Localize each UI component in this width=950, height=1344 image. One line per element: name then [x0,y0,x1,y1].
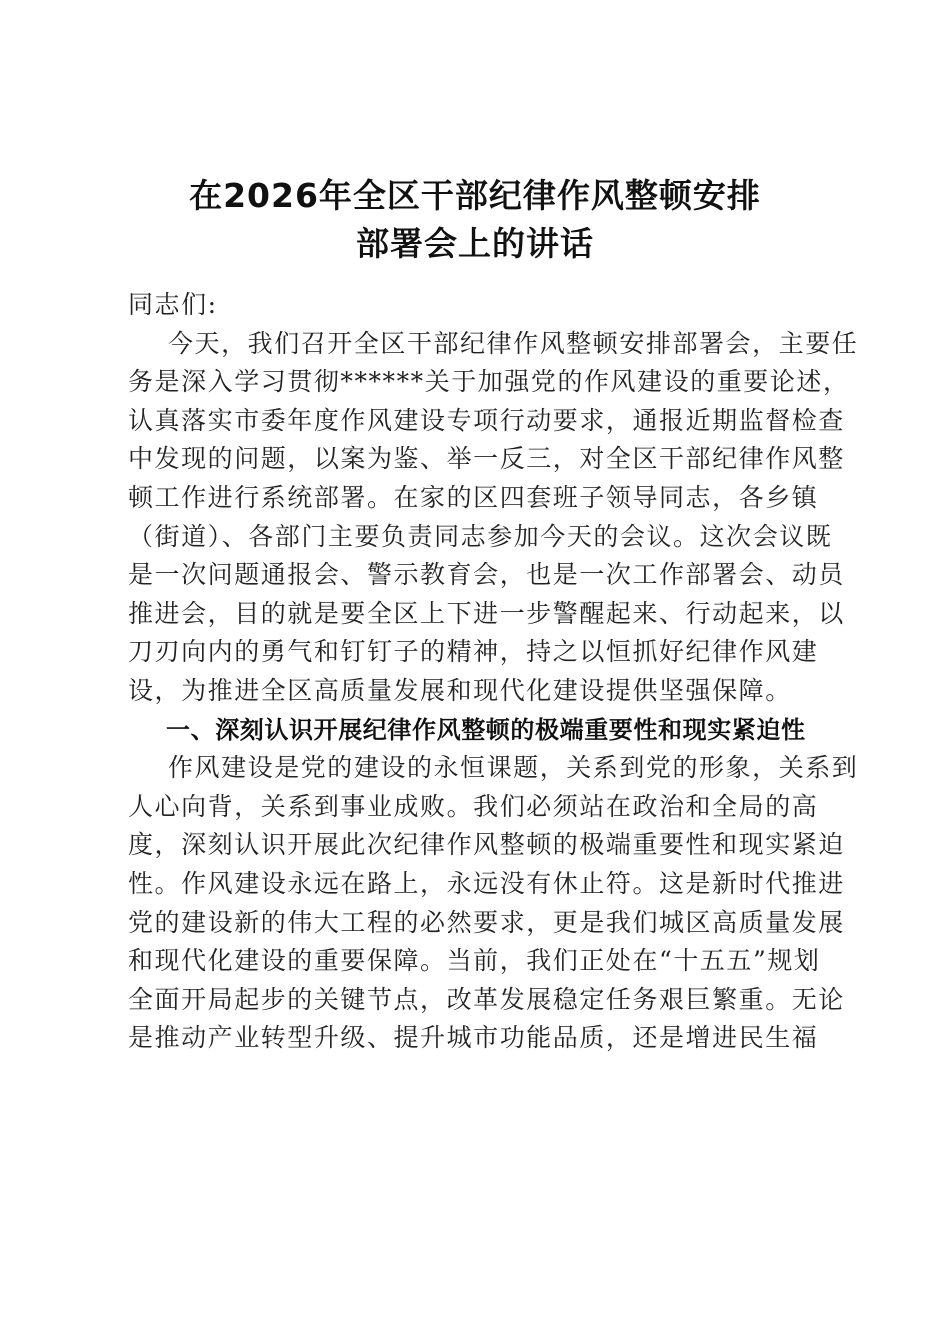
paragraph-line: 性。作风建设永远在路上，永远没有休止符。这是新时代推进 [128,868,845,898]
paragraph-line: 全面开局起步的关键节点，改革发展稳定任务艰巨繁重。无论 [128,984,845,1014]
paragraph-line: 务是深入学习贯彻******关于加强党的作风建设的重要论述， [128,367,850,397]
paragraph-line: 和现代化建设的重要保障。当前，我们正处在“十五五”规划 [128,946,821,976]
paragraph-line: 是一次问题通报会、警示教育会，也是一次工作部署会、动员 [128,560,845,590]
paragraph-line: 是推动产业转型升级、提升城市功能品质，还是增进民生福 [128,1023,819,1053]
paragraph-line: 中发现的问题，以案为鉴、举一反三，对全区干部纪律作风整 [128,444,845,474]
paragraph-line: 刀刃向内的勇气和钉钉子的精神，持之以恒抓好纪律作风建 [128,637,819,667]
paragraph-line: 党的建设新的伟大工程的必然要求，更是我们城区高质量发展 [128,907,845,937]
paragraph-line: 作风建设是党的建设的永恒课题，关系到党的形象，关系到 [168,753,859,783]
section-heading-1: 一、深刻认识开展纪律作风整顿的极端重要性和现实紧迫性 [166,715,806,744]
paragraph-line: 推进会，目的就是要全区上下进一步警醒起来、行动起来，以 [128,598,845,628]
paragraph-line: （街道）、各部门主要负责同志参加今天的会议。这次会议既 [128,521,833,551]
paragraph-line: 认真落实市委年度作风建设专项行动要求，通报近期监督检查 [128,405,845,435]
paragraph-line: 人心向背，关系到事业成败。我们必须站在政治和全局的高 [128,791,819,821]
document-body [128,286,859,1058]
paragraph-line: 设，为推进全区高质量发展和现代化建设提供坚强保障。 [128,675,792,705]
paragraph-line: 顿工作进行系统部署。在家的区四套班子领导同志，各乡镇 [128,482,819,512]
document-title-line-1: 在2026年全区干部纪律作风整顿安排 [189,176,761,215]
salutation: 同志们: [128,290,218,319]
paragraph-line: 度，深刻认识开展此次纪律作风整顿的极端重要性和现实紧迫 [128,830,845,860]
paragraph-line: 今天，我们召开全区干部纪律作风整顿安排部署会，主要任 [168,328,859,358]
document-title-line-2: 部署会上的讲话 [356,224,594,263]
